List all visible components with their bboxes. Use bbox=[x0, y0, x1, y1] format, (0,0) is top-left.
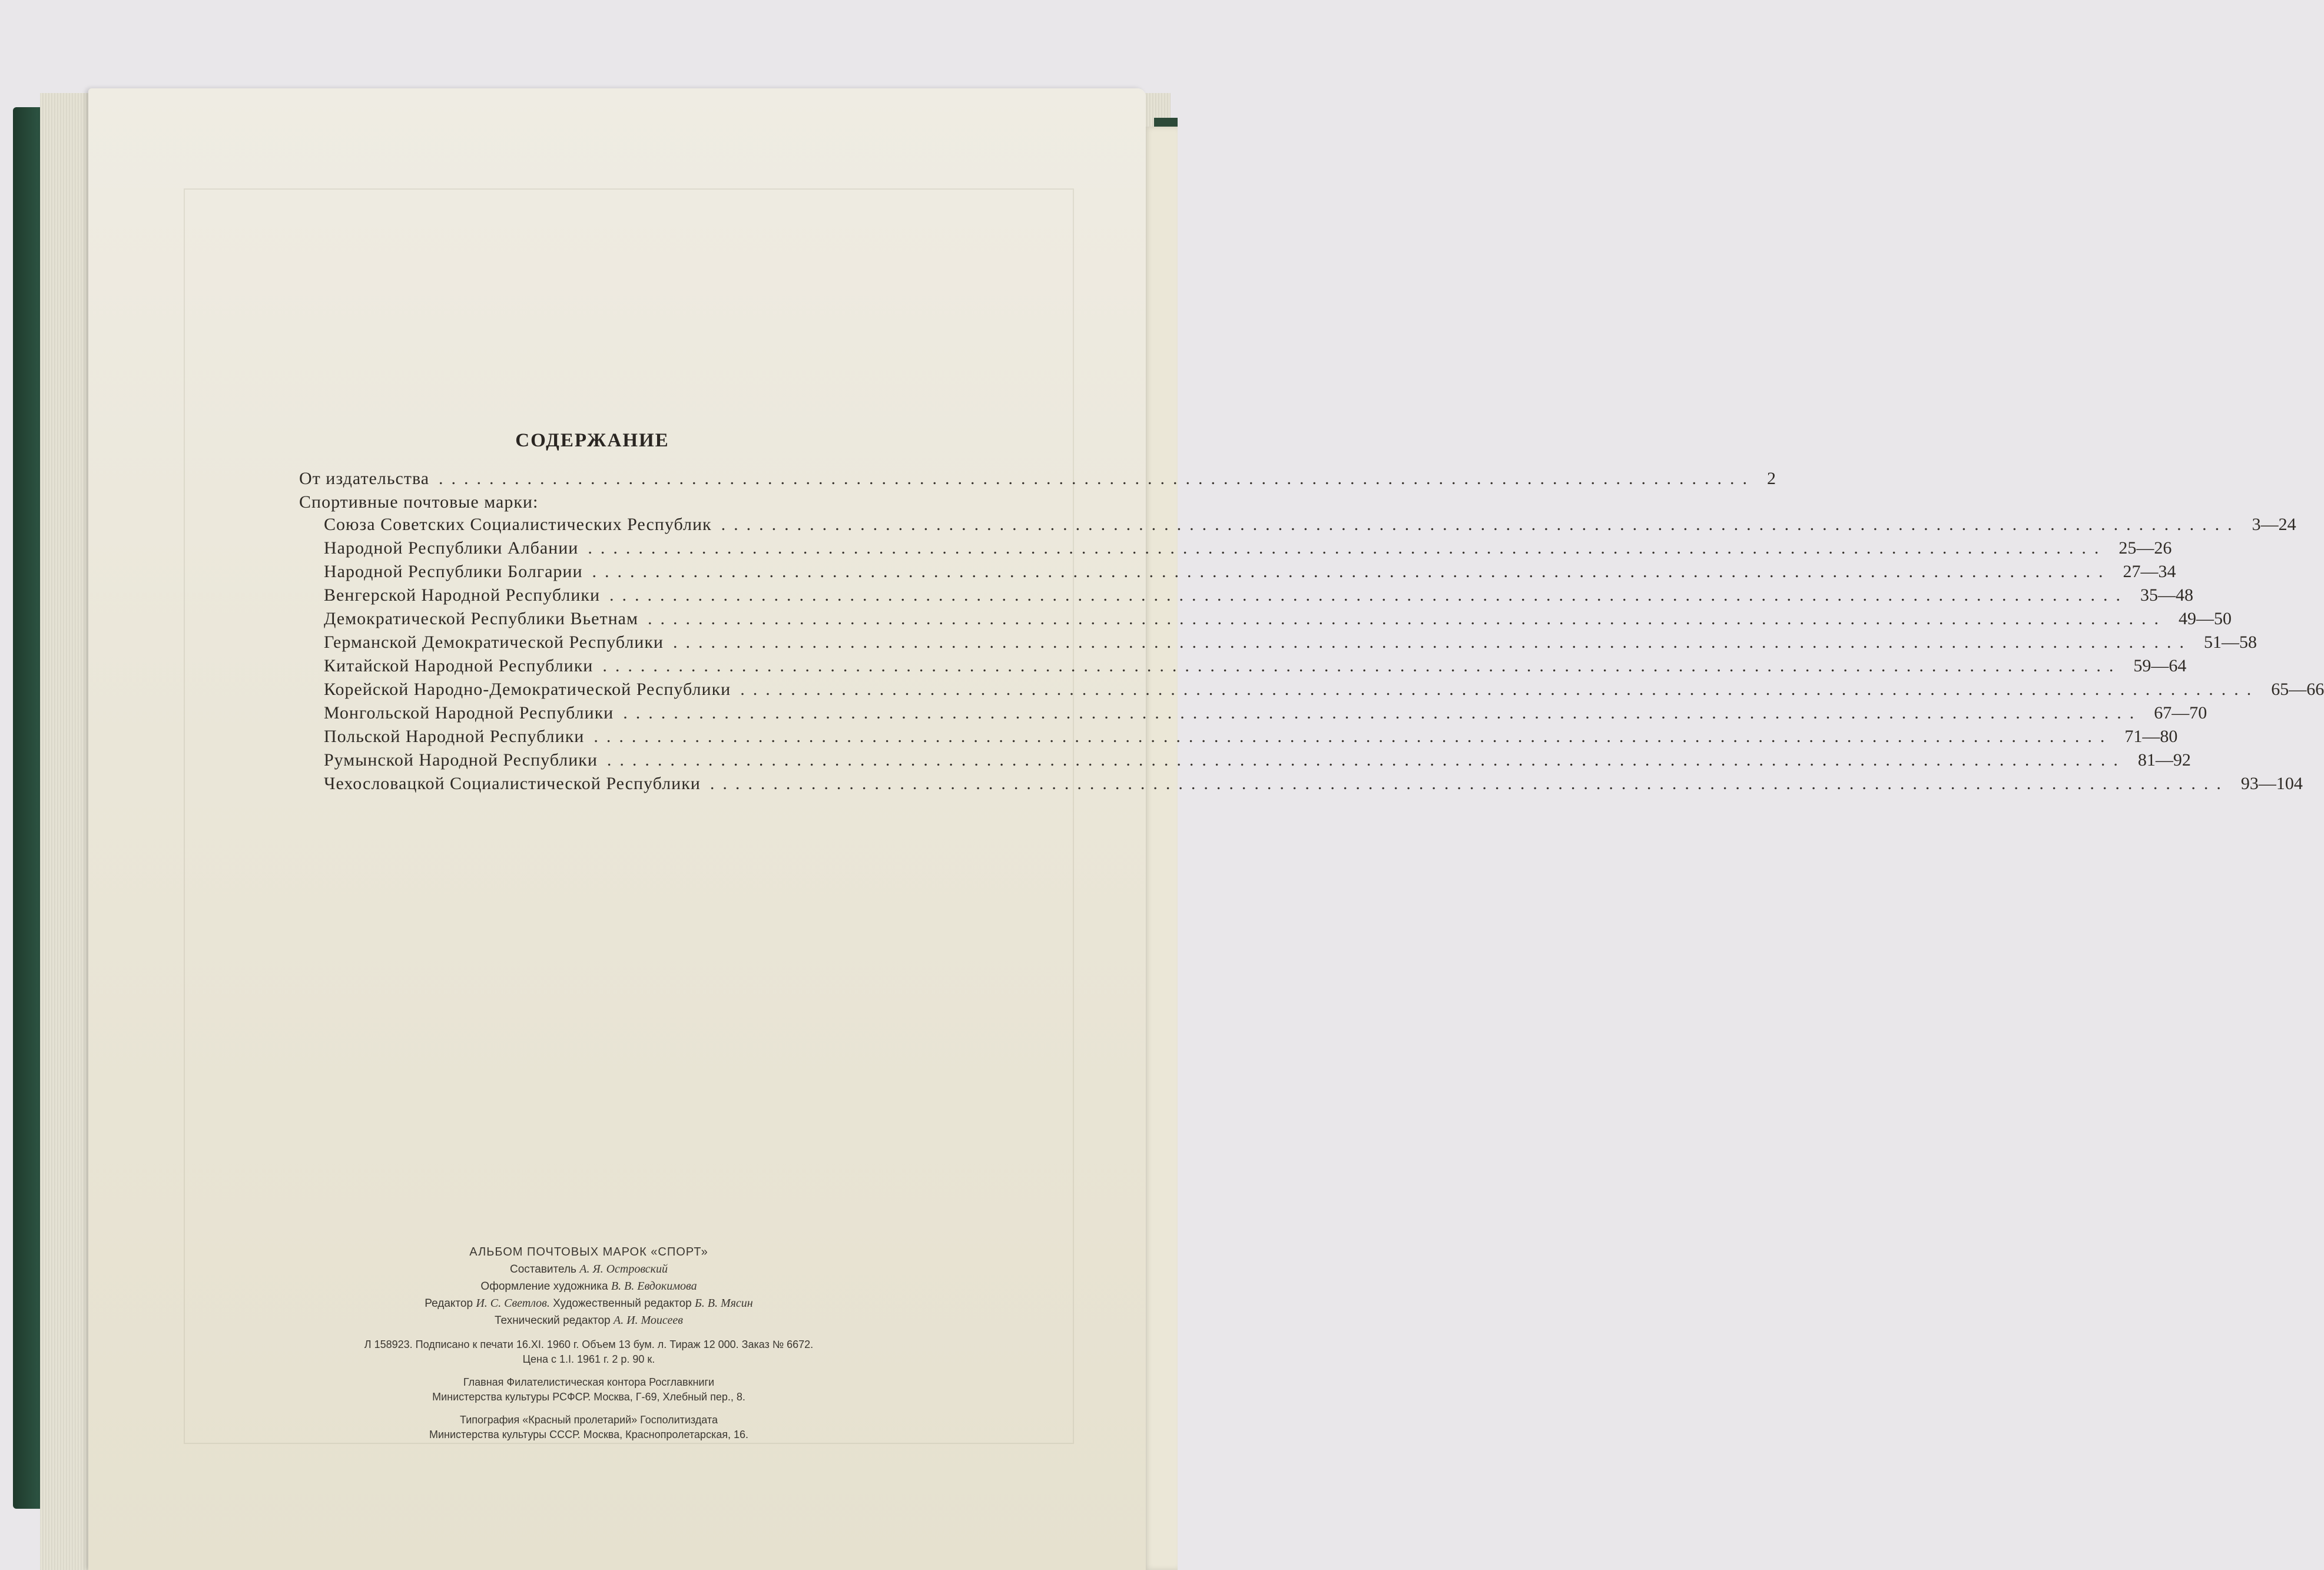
toc-entry bbox=[324, 585, 2194, 609]
leader-dots: ........................................................................................................................ bbox=[602, 656, 2122, 675]
tech-editor-name: А. И. Моисеев bbox=[613, 1314, 683, 1327]
toc-entry bbox=[324, 703, 2207, 727]
leader-dots: ........................................................................................................................ bbox=[609, 585, 2129, 605]
toc-entry-label: Союза Советских Социалистических Республик bbox=[324, 515, 712, 534]
leader-dots: ........................................................................................................................ bbox=[594, 727, 2113, 746]
designer-name: В. В. Евдокимова bbox=[611, 1280, 697, 1293]
leader-dots: ........................................................................................................................ bbox=[592, 562, 2111, 581]
toc-entry-label: Корейской Народно-Демократической Республики bbox=[324, 680, 731, 699]
toc-entry bbox=[324, 750, 2191, 774]
toc-entry-label: Румынской Народной Республики bbox=[324, 750, 598, 770]
toc-entry-label: Германской Демократической Республики bbox=[324, 632, 664, 652]
price-line: Цена с 1.I. 1961 г. 2 р. 90 к. bbox=[522, 1353, 655, 1365]
toc-entry-label: Народной Республики Болгарии bbox=[324, 562, 583, 581]
art-editor-label: Художественный редактор bbox=[553, 1297, 692, 1310]
toc-entry-page: 3—24 bbox=[2252, 515, 2296, 534]
toc-entry bbox=[324, 680, 2324, 703]
toc-entry bbox=[324, 609, 2232, 632]
leader-dots: ........................................................................................................................ bbox=[588, 538, 2107, 558]
toc-entry bbox=[324, 656, 2187, 680]
toc-entry-page: 49—50 bbox=[2178, 609, 2232, 628]
editor-name: И. С. Светлов. bbox=[476, 1297, 550, 1310]
toc-entry bbox=[324, 562, 2176, 585]
leader-dots: ........................................................................................................................ bbox=[672, 632, 2192, 652]
toc-entry-page: 93—104 bbox=[2240, 774, 2303, 793]
toc-entry-page: 25—26 bbox=[2119, 538, 2172, 558]
leader-dots: ........................................................................................................................ bbox=[647, 609, 2167, 628]
leader-dots: ........................................................................................................................ bbox=[740, 680, 2260, 699]
toc-entry bbox=[324, 727, 2178, 750]
toc-entry bbox=[324, 632, 2257, 656]
table-of-contents bbox=[299, 469, 2324, 797]
toc-entry-page: 59—64 bbox=[2133, 656, 2187, 675]
toc-entry bbox=[324, 538, 2172, 562]
leader-dots: ........................................................................................................................ bbox=[606, 750, 2126, 770]
imprint-tech-editor-line bbox=[318, 1312, 860, 1329]
imprint-design-line bbox=[318, 1278, 860, 1295]
printer-line-1: Типография «Красный пролетарий» Госполитиздата bbox=[460, 1414, 718, 1426]
leader-dots: ........................................................................................................................ bbox=[623, 703, 2143, 723]
imprint-editor-line bbox=[318, 1295, 860, 1312]
toc-entry-page: 81—92 bbox=[2137, 750, 2191, 770]
toc-entry-page: 35—48 bbox=[2140, 585, 2194, 605]
toc-entry-label: Польской Народной Республики bbox=[324, 727, 585, 746]
toc-entry-label: Китайской Народной Республики bbox=[324, 656, 594, 675]
toc-entry-page: 65—66 bbox=[2271, 680, 2324, 699]
toc-entry-publisher bbox=[299, 469, 1776, 492]
tech-editor-label: Технический редактор bbox=[495, 1314, 611, 1327]
toc-entry-label: Монгольской Народной Республики bbox=[324, 703, 614, 723]
print-details: Л 158923. Подписано к печати 16.XI. 1960 г. Объем 13 бум. л. Тираж 12 000. Заказ № 6672. bbox=[364, 1339, 814, 1350]
toc-entry-label: Чехословацкой Социалистической Республики bbox=[324, 774, 701, 793]
toc-entry-label: От издательства bbox=[299, 469, 430, 488]
toc-entry-page: 27—34 bbox=[2123, 562, 2176, 581]
toc-entry bbox=[324, 774, 2303, 797]
compiler-name: А. Я. Островский bbox=[579, 1263, 668, 1276]
toc-entries bbox=[299, 515, 2324, 797]
publisher-line-2: Министерства культуры РСФСР. Москва, Г-69, Хлебный пер., 8. bbox=[432, 1391, 745, 1403]
toc-entry bbox=[324, 515, 2296, 538]
leader-dots: ........................................................................................................................ bbox=[710, 774, 2229, 793]
imprint-title: АЛЬБОМ ПОЧТОВЫХ МАРОК «СПОРТ» bbox=[469, 1246, 708, 1258]
toc-entry-page: 2 bbox=[1767, 469, 1776, 488]
toc-entry-page: 67—70 bbox=[2154, 703, 2207, 723]
toc-group-label: Спортивные почтовые марки: bbox=[299, 492, 539, 512]
design-label: Оформление художника bbox=[480, 1280, 608, 1293]
toc-entry-label: Венгерской Народной Республики bbox=[324, 585, 601, 605]
toc-entry-page: 71—80 bbox=[2124, 727, 2178, 746]
compiler-label: Составитель bbox=[509, 1263, 576, 1276]
toc-entry-label: Народной Республики Албании bbox=[324, 538, 579, 558]
art-editor-name: Б. В. Мясин bbox=[694, 1297, 753, 1310]
editor-label: Редактор bbox=[425, 1297, 473, 1310]
imprint bbox=[318, 1244, 860, 1442]
leader-dots: ........................................................................................................................ bbox=[721, 515, 2240, 534]
facing-page-edge bbox=[1143, 127, 1178, 1570]
leader-dots: ........................................................................................................ bbox=[439, 469, 1756, 488]
publisher-line-1: Главная Филателистическая контора Росглавкниги bbox=[463, 1376, 715, 1388]
contents-heading: СОДЕРЖАНИЕ bbox=[515, 430, 669, 451]
toc-entry-page: 51—58 bbox=[2203, 632, 2257, 652]
printer-line-2: Министерства культуры СССР. Москва, Краснопролетарская, 16. bbox=[429, 1429, 748, 1440]
imprint-compiler-line bbox=[318, 1261, 860, 1278]
toc-entry-label: Демократической Республики Вьетнам bbox=[324, 609, 638, 628]
